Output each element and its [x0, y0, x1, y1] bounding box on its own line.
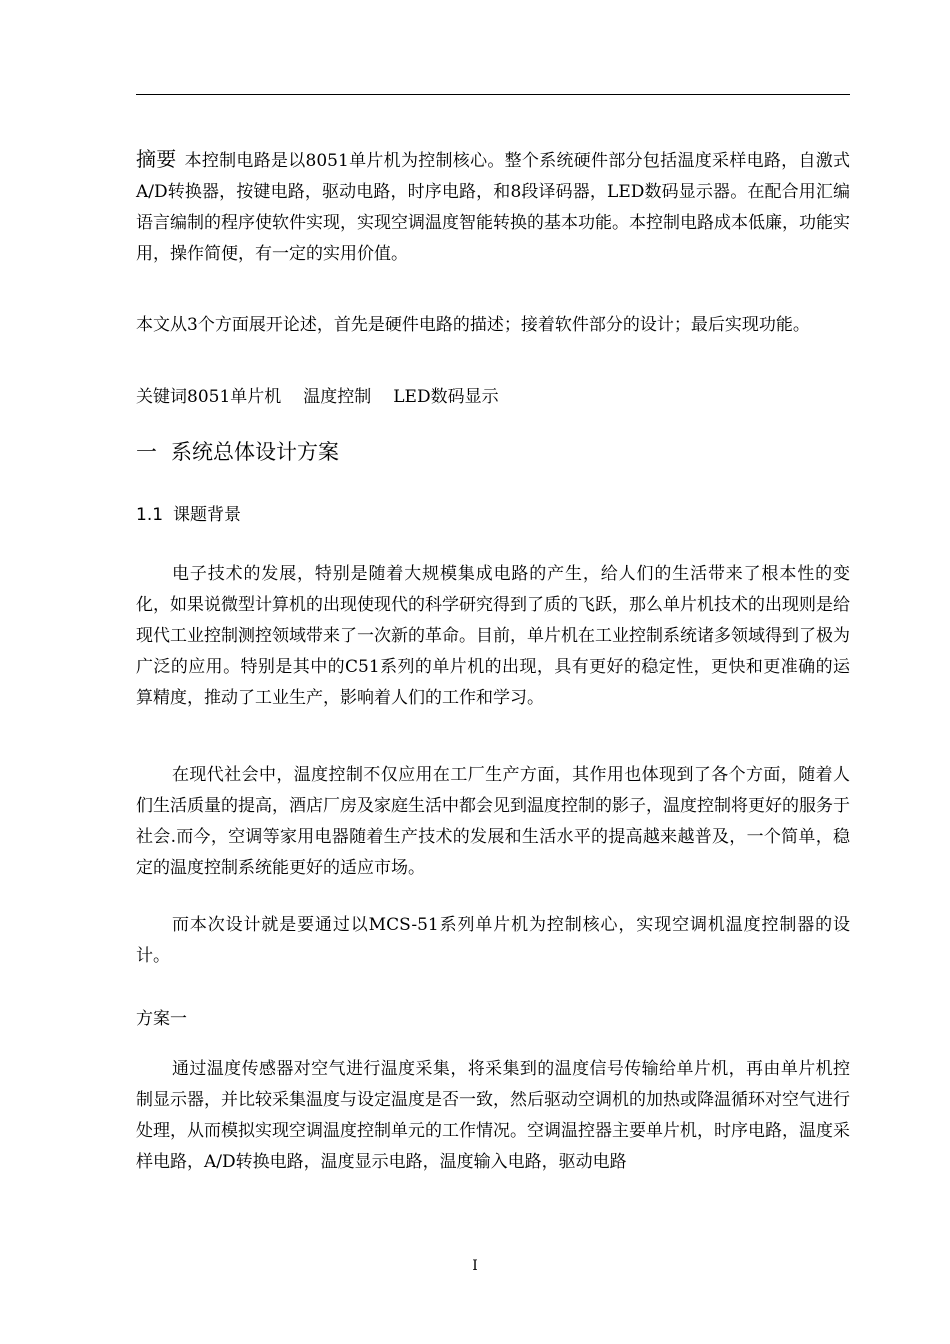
plan-label: 方案一: [136, 1009, 187, 1029]
section-number: 一: [136, 440, 157, 464]
page-number: I: [472, 1258, 478, 1274]
subsection-title: 课题背景: [173, 505, 242, 525]
paragraph-text: 通过温度传感器对空气进行温度采集，将采集到的温度信号传输给单片机，再由单片机控制显示器，并比较采集温度与设定温度是否一致，然后驱动空调机的加热或降温循环对空气进行处理，从而模拟实现空调温度控制单元的工作情况。空调温控器主要单片机，时序电路，温度采样电路，A/D转换电路，温度显示电路，温度输入电路，驱动电路: [136, 1059, 850, 1172]
subsection-heading: [136, 502, 850, 528]
section-title: 系统总体设计方案: [171, 440, 339, 464]
paragraph-text: 而本次设计就是要通过以MCS-51系列单片机为控制核心，实现空调机温度控制器的设计。: [136, 915, 850, 966]
abstract-paragraph: [136, 144, 850, 270]
overview-paragraph: 本文从3个方面展开论述，首先是硬件电路的描述；接着软件部分的设计；最后实现功能。: [136, 315, 810, 335]
paragraph-text: 电子技术的发展，特别是随着大规模集成电路的产生，给人们的生活带来了根本性的变化，如果说微型计算机的出现使现代的科学研究得到了质的飞跃，那么单片机技术的出现则是给现代工业控制测控领域带来了一次新的革命。目前，单片机在工业控制系统诸多领域得到了极为广泛的应用。特别是其中的C51系列的单片机的出现，具有更好的稳定性，更快和更准确的运算精度，推动了工业生产，影响着人们的工作和学习。: [136, 564, 850, 708]
keywords-label: 关键词: [136, 387, 187, 407]
keyword-item: 温度控制: [303, 387, 372, 407]
subsection-number: 1.1: [136, 505, 164, 525]
abstract-text: 本控制电路是以8051单片机为控制核心。整个系统硬件部分包括温度采样电路，自激式A/D转换器，按键电路，驱动电路，时序电路，和8段译码器，LED数码显示器。在配合用汇编语言编制的程序使软件实现，实现空调温度智能转换的基本功能。本控制电路成本低廉，功能实用，操作简便，有一定的实用价值。: [136, 151, 851, 264]
overview-section: [136, 310, 850, 341]
plan-paragraph: [136, 1054, 850, 1178]
section-heading: [136, 437, 850, 467]
body-paragraph-1: [136, 559, 850, 714]
keyword-item: LED数码显示: [393, 387, 499, 407]
keyword-item: 8051单片机: [187, 387, 282, 407]
keywords-line: [136, 383, 850, 411]
abstract-section: [136, 144, 850, 270]
header-rule: [136, 94, 850, 95]
body-paragraph-2: [136, 760, 850, 884]
abstract-label: 摘要: [136, 147, 177, 171]
body-paragraph-3: [136, 910, 850, 972]
paragraph-text: 在现代社会中，温度控制不仅应用在工厂生产方面，其作用也体现到了各个方面，随着人们生活质量的提高，酒店厂房及家庭生活中都会见到温度控制的影子，温度控制将更好的服务于社会.而今，空调等家用电器随着生产技术的发展和生活水平的提高越来越普及，一个简单，稳定的温度控制系统能更好的适应市场。: [136, 765, 850, 878]
